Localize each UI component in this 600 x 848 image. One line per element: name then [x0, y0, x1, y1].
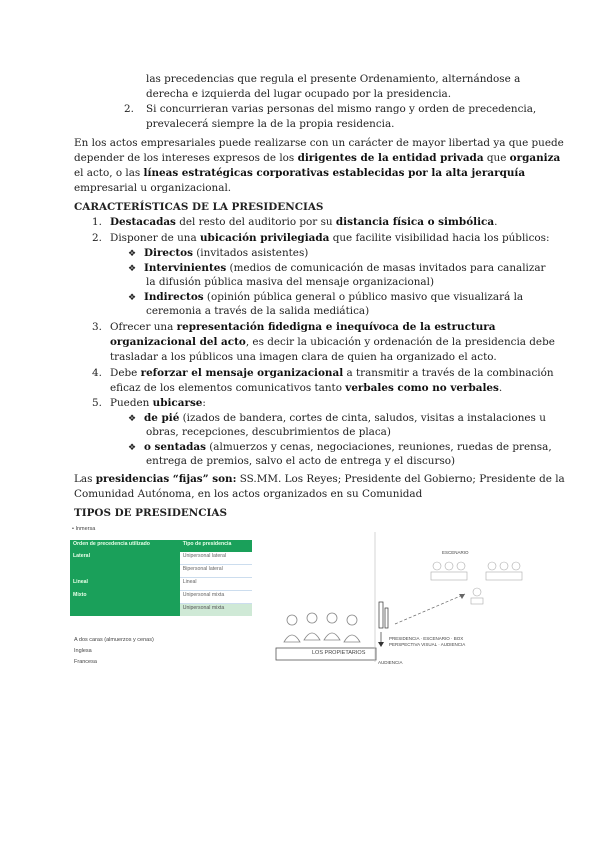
table-cell: Unipersonal lateral — [180, 552, 252, 565]
table-row — [70, 578, 252, 591]
table-cell: Lateral — [70, 552, 180, 565]
table-row — [70, 604, 252, 617]
figure-caption: • Inmersa — [72, 526, 96, 532]
fixed-line-2: Comunidad Autónoma, en los actos organizados en su Comunidad — [74, 488, 423, 500]
item-4-line-2: eficaz de los elementos comunicativos tanto verbales como no verbales. — [110, 382, 503, 394]
table-header-cell: Tipo de presidencia — [180, 540, 252, 552]
table-cell: Lineal — [180, 578, 252, 591]
item-3-number: 3. — [92, 321, 102, 333]
table-header-row — [70, 540, 252, 552]
sub-item-sentadas: ❖ o sentadas (almuerzos y cenas, negociaciones, reuniones, ruedas de prensa, — [128, 441, 552, 453]
diamond-bullet-icon: ❖ — [128, 293, 137, 303]
figure-below-1: A dos caras (almuerzos y cenas) — [74, 637, 154, 643]
table-row — [70, 552, 252, 565]
intro-item-2-line-2: prevalecerá siempre la de la propia residencia. — [146, 118, 395, 130]
intro-item-2-number: 2. — [124, 103, 134, 115]
table-header-cell: Orden de precedencia utilizado — [70, 540, 180, 552]
intro-line-2: derecha e izquierda del lugar ocupado por la presidencia. — [146, 88, 452, 100]
figure-below-3: Francesa — [74, 659, 97, 665]
table-row — [70, 591, 252, 604]
table-row — [70, 565, 252, 578]
item-5-number: 5. — [92, 397, 102, 409]
table-cell — [70, 604, 180, 617]
table-cell: Unipersonal mixta — [180, 591, 252, 604]
table-cell: Mixto — [70, 591, 180, 604]
sub-item-de-pie: ❖ de pié (izados de bandera, cortes de cinta, saludos, visitas a instalaciones u — [128, 412, 546, 424]
diamond-bullet-icon: ❖ — [128, 249, 137, 259]
diamond-bullet-icon: ❖ — [128, 414, 137, 424]
intro-item-2-line-1: Si concurrieran varias personas del mismo rango y orden de precedencia, — [146, 103, 537, 115]
right-top-label: ESCENARIO — [442, 550, 469, 555]
table-cell — [70, 565, 180, 578]
item-4-number: 4. — [92, 367, 102, 379]
fixed-line-1: Las presidencias “fijas” son: SS.MM. Los Reyes; Presidente del Gobierno; Presidente de la — [74, 473, 565, 485]
para-line-2: depender de los intereses expresos de los dirigentes de la entidad privada que organiza — [74, 152, 561, 164]
para-line-4: empresarial u organizacional. — [74, 182, 232, 194]
sub-item-indirectos: ❖ Indirectos (opinión pública general o público masivo que visualizará la — [128, 291, 524, 303]
presidency-types-figure — [62, 522, 532, 672]
item-3-line-3: trasladar a los públicos una imagen clara de quien ha organizado el acto. — [110, 351, 497, 363]
diamond-bullet-icon: ❖ — [128, 264, 137, 274]
sub-item-indirectos-line-2: ceremonia a través de la salida mediática) — [146, 305, 370, 317]
stage-label: LOS PROPIETARIOS — [312, 650, 366, 656]
sub-item-sentadas-line-2: entrega de premios, salvo el acto de entrega y el discurso) — [146, 455, 456, 467]
item-1-number: 1. — [92, 216, 102, 228]
section-title-caracteristicas: CARACTERÍSTICAS DE LA PRESIDENCIAS — [74, 201, 324, 213]
presidency-types-table — [70, 540, 252, 616]
item-3-line-2: organizacional del acto, es decir la ubicación y ordenación de la presidencia debe — [110, 336, 555, 348]
intro-line-1: las precedencias que regula el presente Ordenamiento, alternándose a — [146, 73, 521, 85]
table-cell: Lineal — [70, 578, 180, 591]
item-2-number: 2. — [92, 232, 102, 244]
item-1: Destacadas del resto del auditorio por su distancia física o simbólica. — [110, 216, 498, 228]
item-3: Ofrecer una representación fidedigna e inequívoca de la estructura — [110, 321, 496, 333]
table-cell: Unipersonal mixta — [180, 604, 252, 617]
arrow-label-1: PRESIDENCIA · ESCENARIO · BOX — [389, 636, 464, 641]
sub-item-intervinientes: ❖ Intervinientes (medios de comunicación de masas invitados para canalizar — [128, 262, 546, 274]
right-bottom-label: AUDIENCIA — [378, 660, 403, 665]
diamond-bullet-icon: ❖ — [128, 443, 137, 453]
item-2: Disponer de una ubicación privilegiada que facilite visibilidad hacia los públicos: — [110, 232, 550, 244]
sub-item-intervinientes-line-2: la difusión pública masiva del mensaje organizacional) — [146, 276, 435, 288]
item-4: Debe reforzar el mensaje organizacional a transmitir a través de la combinación — [110, 367, 554, 379]
item-5: Pueden ubicarse: — [110, 397, 206, 409]
para-line-1: En los actos empresariales puede realizarse con un carácter de mayor libertad ya que puede — [74, 137, 564, 149]
sub-item-directos: ❖ Directos (invitados asistentes) — [128, 247, 309, 259]
section-title-tipos: TIPOS DE PRESIDENCIAS — [74, 507, 227, 519]
arrow-label-2: PERSPECTIVA VISUAL · AUDIENCIA — [389, 642, 466, 647]
sub-item-de-pie-line-2: obras, recepciones, descubrimientos de placa) — [146, 426, 391, 438]
figure-below-2: Inglesa — [74, 648, 92, 654]
table-cell: Bipersonal lateral — [180, 565, 252, 578]
para-line-3: el acto, o las líneas estratégicas corporativas establecidas por la alta jerarquía — [74, 167, 526, 179]
